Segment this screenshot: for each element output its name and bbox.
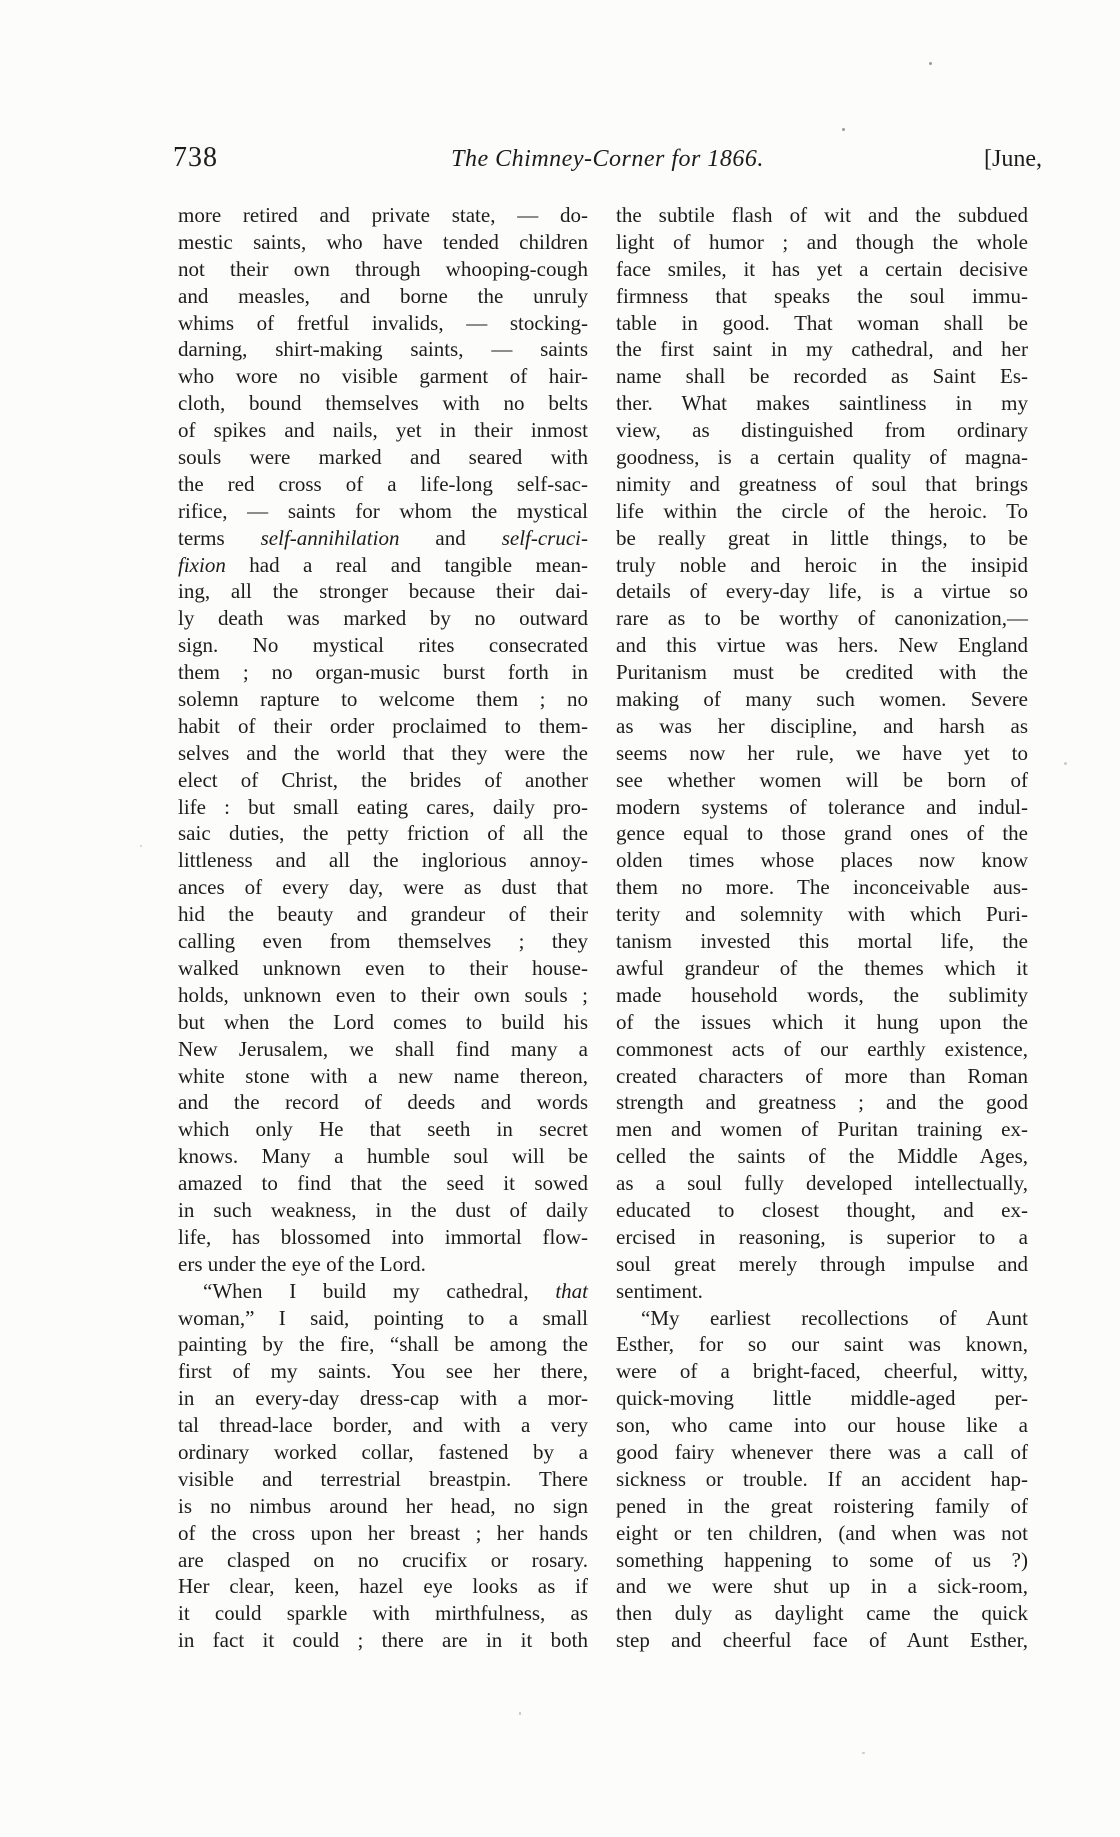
- text-line: of the issues which it hung upon the: [616, 1009, 1028, 1034]
- text-line: the subtile flash of wit and the subdued: [616, 203, 1028, 227]
- text-line: woman,” I said, pointing to a small: [178, 1305, 588, 1330]
- text-line: ly death was marked by no outward: [178, 606, 588, 631]
- text-line: details of every-day life, is a virtue so: [616, 579, 1028, 604]
- text-line: olden times whose places now know: [616, 848, 1028, 873]
- text-line: who wore no visible garment of hair-: [178, 364, 588, 389]
- text-line: it could sparkle with mirthfulness, as: [178, 1601, 588, 1626]
- scan-speck: [929, 62, 932, 65]
- text-line: celled the saints of the Middle Ages,: [616, 1144, 1028, 1169]
- text-line: commonest acts of our earthly existence,: [616, 1036, 1028, 1061]
- text-line: quick-moving little middle-aged per-: [616, 1386, 1028, 1411]
- left-column: [178, 202, 588, 1654]
- text-line: soul great merely through impulse and: [616, 1251, 1028, 1276]
- running-title: The Chimney-Corner for 1866.: [451, 146, 764, 172]
- paragraph: [178, 202, 588, 1278]
- text-line: sign. No mystical rites consecrated: [178, 633, 588, 658]
- text-line: life within the circle of the heroic. To: [616, 498, 1028, 523]
- text-line: modern systems of tolerance and indul-: [616, 794, 1028, 819]
- text-line: souls were marked and seared with: [178, 445, 588, 470]
- text-line: in such weakness, in the dust of daily: [178, 1197, 588, 1222]
- text-line: elect of Christ, the brides of another: [178, 767, 588, 792]
- text-line: something happening to some of us ?): [616, 1547, 1028, 1572]
- scan-speck: [862, 1752, 865, 1754]
- right-column: [616, 202, 1028, 1654]
- text-line: mestic saints, who have tended children: [178, 229, 588, 254]
- text-line: ers under the eye of the Lord.: [178, 1251, 426, 1276]
- text-line: more retired and private state, — do-: [178, 203, 588, 227]
- text-line: life : but small eating cares, daily pro-: [178, 794, 588, 819]
- text-line: strength and greatness ; and the good: [616, 1090, 1028, 1115]
- text-line: step and cheerful face of Aunt Esther,: [616, 1628, 1028, 1653]
- text-line: son, who came into our house like a: [616, 1413, 1028, 1438]
- text-line: “When I build my cathedral, that: [203, 1278, 588, 1303]
- paragraph: [616, 202, 1028, 1305]
- text-line: as a soul fully developed intellectually,: [616, 1171, 1028, 1196]
- text-line: truly noble and heroic in the insipid: [616, 552, 1028, 577]
- text-line: the red cross of a life-long self-sac-: [178, 471, 588, 496]
- text-line: made household words, the sublimity: [616, 982, 1028, 1007]
- text-line: view, as distinguished from ordinary: [616, 418, 1028, 443]
- text-line: created characters of more than Roman: [616, 1063, 1028, 1088]
- text-line: good fairy whenever there was a call of: [616, 1439, 1028, 1464]
- text-line: solemn rapture to welcome them ; no: [178, 687, 588, 712]
- text-line: gence equal to those grand ones of the: [616, 821, 1028, 846]
- text-line: terms self-annihilation and self-cruci-: [178, 525, 588, 550]
- text-line: in an every-day dress-cap with a mor-: [178, 1386, 588, 1411]
- text-line: white stone with a new name thereon,: [178, 1063, 588, 1088]
- text-line: Puritanism must be credited with the: [616, 660, 1028, 685]
- text-line: but when the Lord comes to build his: [178, 1009, 588, 1034]
- text-line: Her clear, keen, hazel eye looks as if: [178, 1574, 588, 1599]
- text-line: not their own through whooping-cough: [178, 256, 588, 281]
- text-line: rifice, — saints for whom the mystical: [178, 498, 588, 523]
- text-line: littleness and all the inglorious annoy-: [178, 848, 588, 873]
- text-line: light of humor ; and though the whole: [616, 229, 1028, 254]
- text-line: ordinary worked collar, fastened by a: [178, 1439, 588, 1464]
- scan-speck: [519, 1712, 521, 1715]
- text-line: visible and terrestrial breastpin. There: [178, 1466, 588, 1491]
- text-line: saic duties, the petty friction of all the: [178, 821, 588, 846]
- text-line: in fact it could ; there are in it both: [178, 1628, 588, 1653]
- text-line: ercised in reasoning, is superior to a: [616, 1224, 1028, 1249]
- text-line: selves and the world that they were the: [178, 740, 588, 765]
- text-line: them no more. The inconceivable aus-: [616, 875, 1028, 900]
- scan-speck: [842, 128, 845, 131]
- text-line: terity and solemnity with which Puri-: [616, 902, 1028, 927]
- text-line: firmness that speaks the soul immu-: [616, 283, 1028, 308]
- page-number: 738: [173, 142, 218, 173]
- text-line: is no nimbus around her head, no sign: [178, 1493, 588, 1518]
- text-line: sickness or trouble. If an accident hap-: [616, 1466, 1028, 1491]
- issue-label: [June,: [984, 146, 1042, 172]
- text-line: ing, all the stronger because their dai-: [178, 579, 588, 604]
- text-columns: [178, 202, 1028, 1654]
- text-line: “My earliest recollections of Aunt: [641, 1305, 1028, 1330]
- text-line: sentiment.: [616, 1278, 703, 1303]
- text-line: educated to closest thought, and ex-: [616, 1197, 1028, 1222]
- text-line: name shall be recorded as Saint Es-: [616, 364, 1028, 389]
- text-line: life, has blossomed into immortal flow-: [178, 1224, 588, 1249]
- running-head: [173, 143, 1042, 179]
- text-line: and we were shut up in a sick-room,: [616, 1574, 1028, 1599]
- text-line: were of a bright-faced, cheerful, witty,: [616, 1359, 1028, 1384]
- text-line: New Jerusalem, we shall find many a: [178, 1036, 588, 1061]
- text-line: which only He that seeth in secret: [178, 1117, 588, 1142]
- text-line: hid the beauty and grandeur of their: [178, 902, 588, 927]
- text-line: whims of fretful invalids, — stocking-: [178, 310, 588, 335]
- text-line: Esther, for so our saint was known,: [616, 1332, 1028, 1357]
- text-line: amazed to find that the seed it sowed: [178, 1171, 588, 1196]
- text-line: table in good. That woman shall be: [616, 310, 1028, 335]
- text-line: knows. Many a humble soul will be: [178, 1144, 588, 1169]
- text-line: and this virtue was hers. New England: [616, 633, 1028, 658]
- text-line: seems now her rule, we have yet to: [616, 740, 1028, 765]
- text-line: of spikes and nails, yet in their inmost: [178, 418, 588, 443]
- paragraph: [616, 1305, 1028, 1655]
- text-line: and measles, and borne the unruly: [178, 283, 588, 308]
- text-line: are clasped on no crucifix or rosary.: [178, 1547, 588, 1572]
- text-line: then duly as daylight came the quick: [616, 1601, 1028, 1626]
- text-line: nimity and greatness of soul that brings: [616, 471, 1028, 496]
- paragraph: [178, 1278, 588, 1654]
- text-line: tanism invested this mortal life, the: [616, 929, 1028, 954]
- text-line: of the cross upon her breast ; her hands: [178, 1520, 588, 1545]
- text-line: first of my saints. You see her there,: [178, 1359, 588, 1384]
- scan-speck: [1064, 762, 1067, 765]
- text-line: calling even from themselves ; they: [178, 929, 588, 954]
- text-line: see whether women will be born of: [616, 767, 1028, 792]
- text-line: pened in the great roistering family of: [616, 1493, 1028, 1518]
- text-line: the first saint in my cathedral, and her: [616, 337, 1028, 362]
- scan-speck: [140, 845, 142, 847]
- text-line: and the record of deeds and words: [178, 1090, 588, 1115]
- text-line: making of many such women. Severe: [616, 687, 1028, 712]
- text-line: them ; no organ-music burst forth in: [178, 660, 588, 685]
- text-line: fixion had a real and tangible mean-: [178, 552, 588, 577]
- text-line: holds, unknown even to their own souls ;: [178, 982, 588, 1007]
- text-line: eight or ten children, (and when was not: [616, 1520, 1028, 1545]
- text-line: men and women of Puritan training ex-: [616, 1117, 1028, 1142]
- text-line: as was her discipline, and harsh as: [616, 713, 1028, 738]
- text-line: rare as to be worthy of canonization,—: [616, 606, 1028, 631]
- text-line: awful grandeur of the themes which it: [616, 955, 1028, 980]
- text-line: ances of every day, were as dust that: [178, 875, 588, 900]
- text-line: be really great in little things, to be: [616, 525, 1028, 550]
- text-line: face smiles, it has yet a certain decisive: [616, 256, 1028, 281]
- text-line: habit of their order proclaimed to them-: [178, 713, 588, 738]
- text-line: painting by the fire, “shall be among the: [178, 1332, 588, 1357]
- text-line: tal thread-lace border, and with a very: [178, 1413, 588, 1438]
- text-line: cloth, bound themselves with no belts: [178, 391, 588, 416]
- text-line: walked unknown even to their house-: [178, 955, 588, 980]
- text-line: ther. What makes saintliness in my: [616, 391, 1028, 416]
- text-line: darning, shirt-making saints, — saints: [178, 337, 588, 362]
- text-line: goodness, is a certain quality of magna-: [616, 445, 1028, 470]
